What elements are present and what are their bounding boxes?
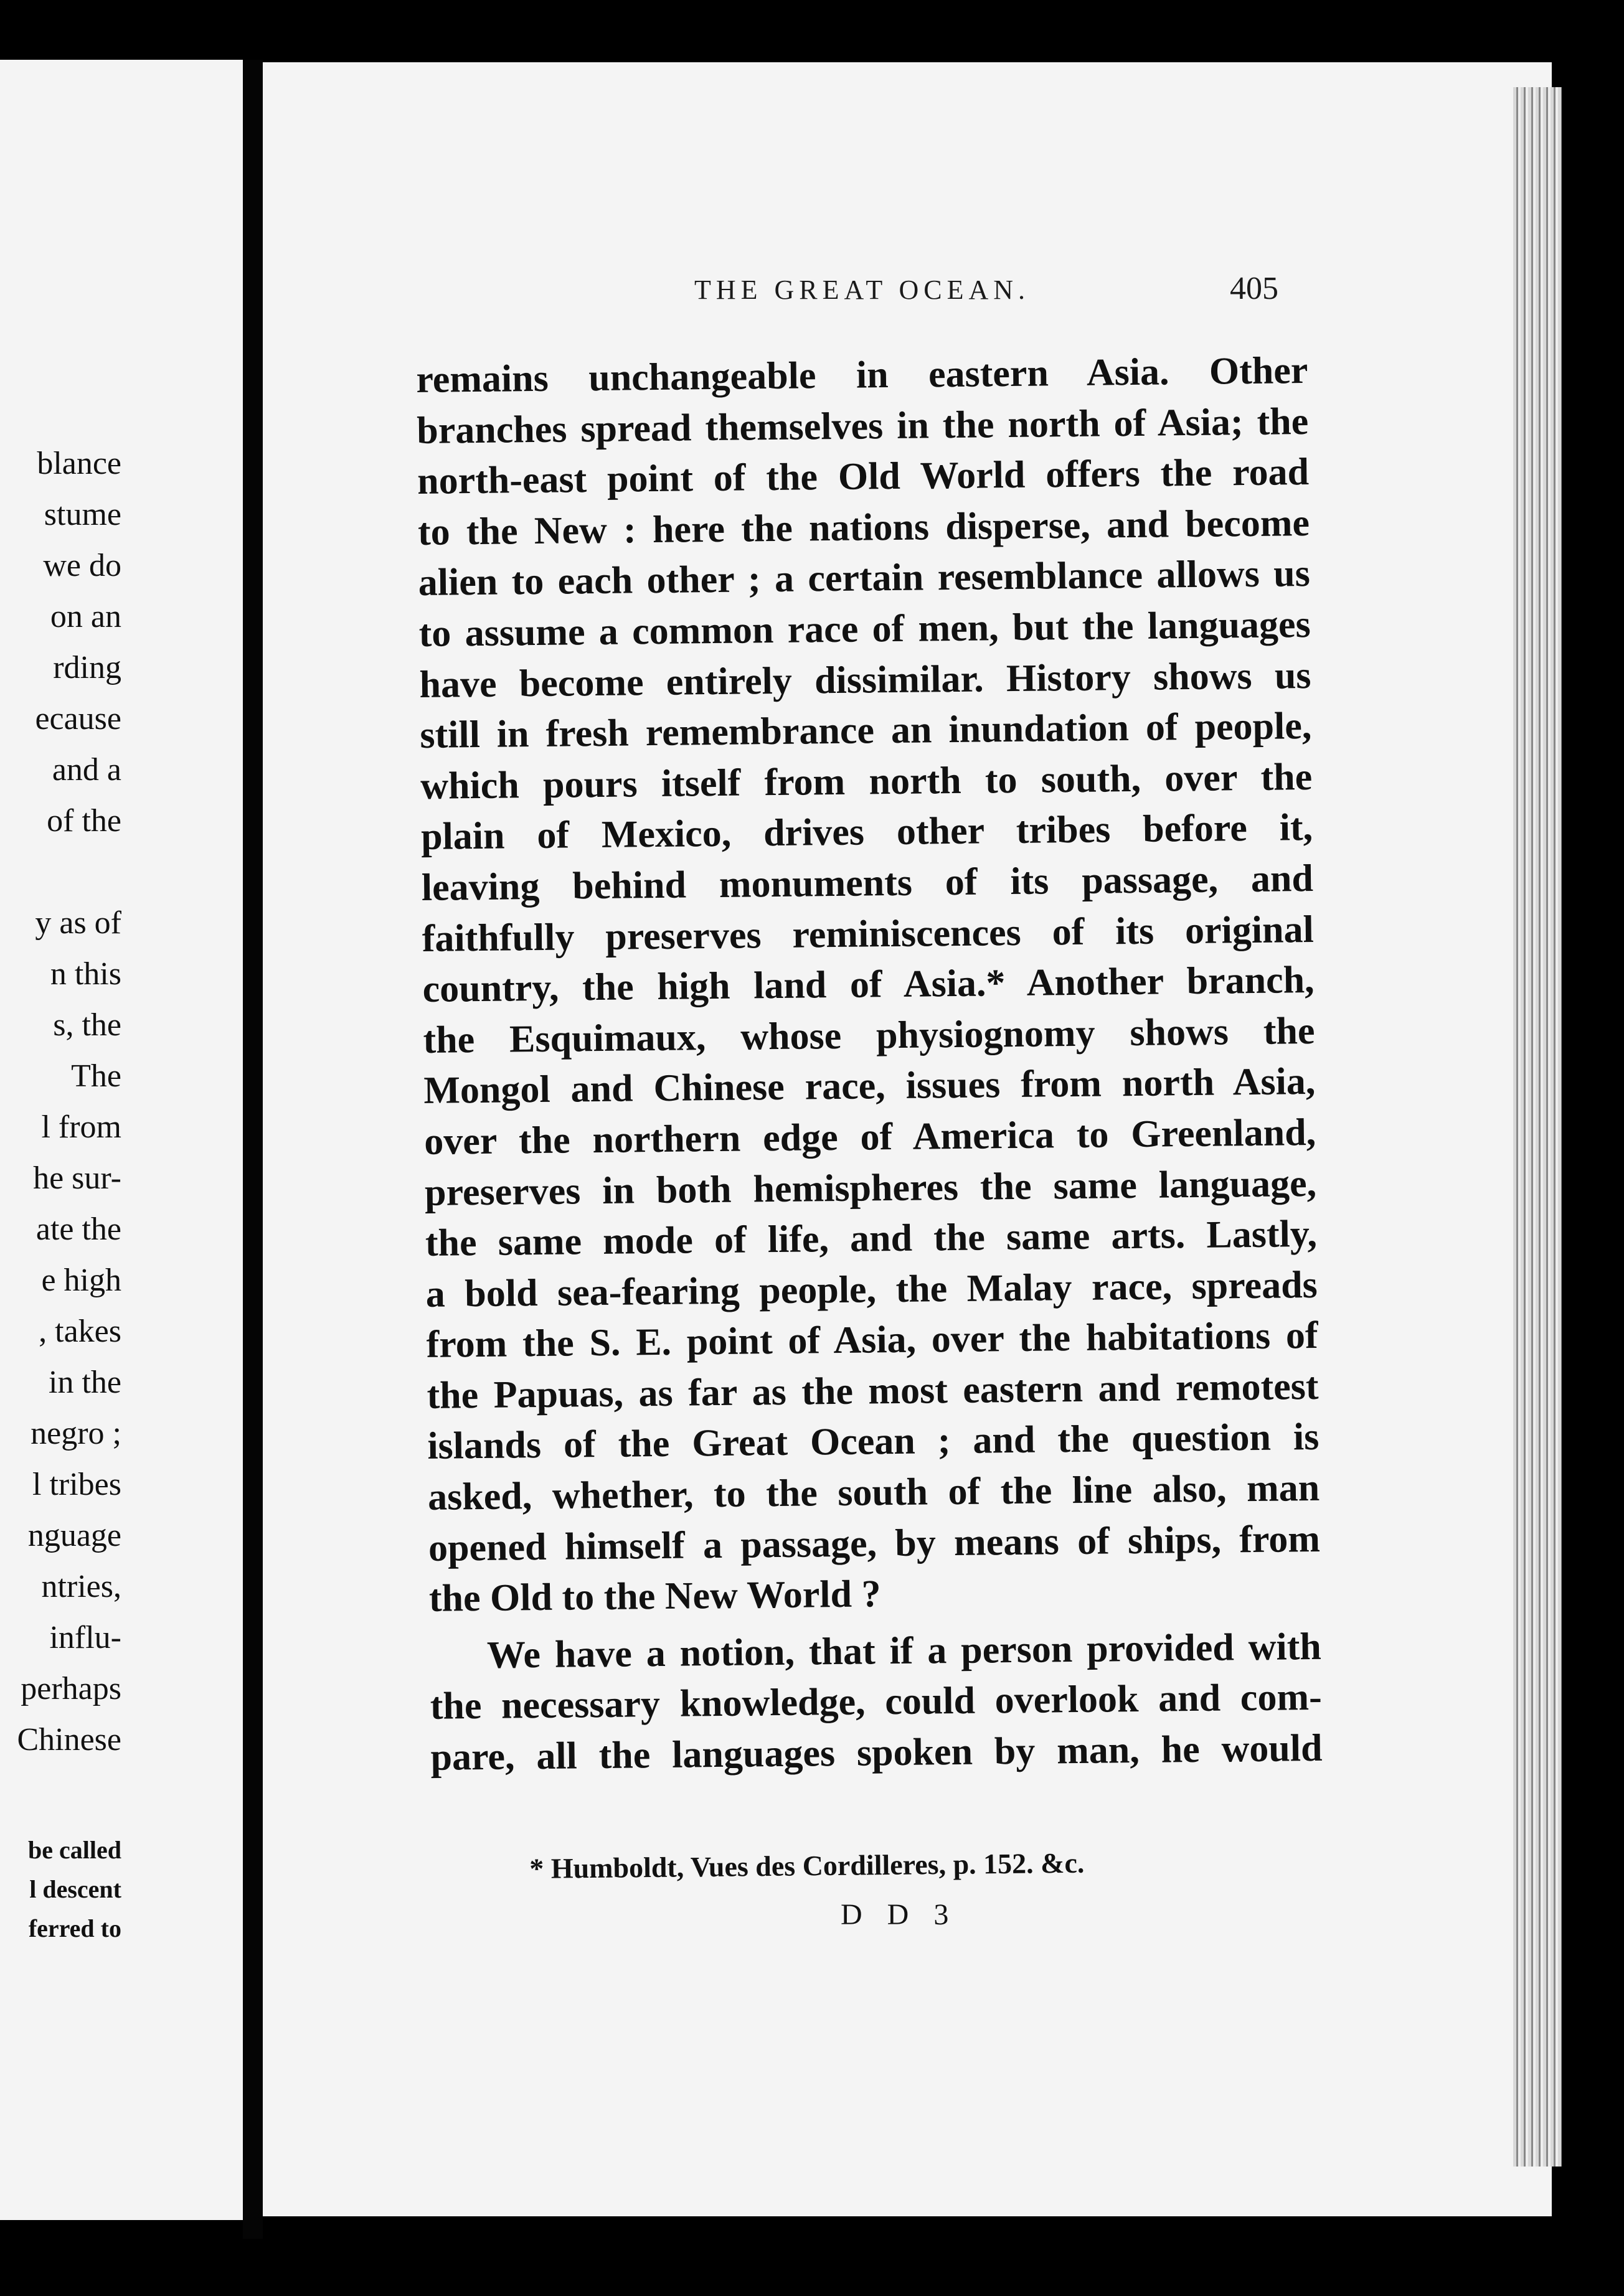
text-line: over the northern edge of America to Greenland, — [423, 1111, 1316, 1163]
facing-page-line: e high — [41, 1263, 121, 1298]
text-line: islands of the Great Ocean ; and the question is — [427, 1416, 1320, 1468]
facing-page-left — [0, 60, 243, 2220]
text-line: pare, all the languages spoken by man, he would — [430, 1726, 1323, 1779]
facing-page-line: ate the — [35, 1212, 121, 1247]
text-line: Mongol and Chinese race, issues from north Asia, — [423, 1060, 1316, 1113]
facing-page-line: we do — [43, 548, 121, 583]
text-line: to assume a common race of men, but the languages — [418, 603, 1311, 655]
text-line: still in fresh remembrance an inundation of people, — [420, 705, 1312, 757]
text-line: preserves in both hemispheres the same language, — [424, 1162, 1317, 1214]
signature-mark: D D 3 — [841, 1898, 958, 1931]
page-edge — [1513, 87, 1562, 2167]
facing-page-line: l tribes — [32, 1467, 121, 1502]
facing-page-line: The — [71, 1058, 121, 1094]
facing-page-note-line: be called — [28, 1836, 121, 1864]
facing-page-line: rding — [53, 650, 121, 685]
facing-page-line: negro ; — [31, 1416, 121, 1451]
text-line: asked, whether, to the south of the line also, man — [427, 1466, 1320, 1518]
text-line: branches spread themselves in the north of Asia; the — [416, 400, 1309, 452]
facing-page-line: perhaps — [21, 1671, 121, 1706]
paragraph — [429, 1622, 1322, 1784]
facing-page-line: influ- — [49, 1620, 121, 1655]
facing-page-line: and a — [52, 752, 121, 788]
facing-page-line: s, the — [53, 1007, 121, 1043]
facing-page-line: l from — [41, 1109, 121, 1145]
text-line: opened himself a passage, by means of ships, from — [428, 1517, 1321, 1569]
facing-page-line: , takes — [39, 1314, 121, 1349]
facing-page-line: in the — [49, 1365, 121, 1400]
facing-page-text — [0, 438, 121, 1766]
facing-page-line: Chinese — [17, 1722, 121, 1757]
text-line: the necessary knowledge, could overlook and com- — [430, 1676, 1323, 1728]
facing-page-line: he sur- — [33, 1160, 121, 1196]
text-line: from the S. E. point of Asia, over the habitations of — [426, 1314, 1318, 1367]
book-gutter — [243, 60, 263, 2239]
footnote: * Humboldt, Vues des Cordilleres, p. 152. &c. — [529, 1847, 1085, 1884]
facing-page-line: of the — [47, 803, 121, 839]
text-line: the Old to the New World ? — [428, 1573, 881, 1621]
facing-page-line: on an — [50, 599, 121, 634]
text-line: country, the high land of Asia.* Another branch, — [422, 959, 1315, 1011]
facing-page-line: blance — [37, 446, 121, 481]
text-line: faithfully preserves reminiscences of its original — [422, 908, 1315, 960]
text-line: have become entirely dissimilar. History shows us — [419, 654, 1311, 706]
facing-page-line — [0, 847, 121, 898]
text-line: alien to each other ; a certain resemblance allows us — [418, 552, 1311, 605]
text-line: a bold sea-fearing people, the Malay race, spreads — [425, 1263, 1318, 1315]
page-number: 405 — [1230, 271, 1278, 306]
text-line: to the New : here the nations disperse, and become — [417, 501, 1310, 553]
facing-page-line: n this — [50, 956, 121, 992]
text-line: leaving behind monuments of its passage, and — [421, 857, 1314, 909]
text-line: which pours itself from north to south, over the — [420, 755, 1313, 807]
facing-page-line: y as of — [35, 905, 121, 941]
body-text — [416, 346, 1323, 1783]
paragraph — [416, 346, 1321, 1625]
text-line: the Papuas, as far as the most eastern and remotest — [427, 1365, 1319, 1417]
running-title: THE GREAT OCEAN. — [694, 275, 1031, 305]
facing-page-note-line: l descent — [29, 1875, 121, 1903]
facing-page-line: ecause — [35, 701, 121, 736]
text-line: north-east point of the Old World offers the road — [417, 451, 1310, 503]
text-line: the same mode of life, and the same arts. Lastly, — [425, 1213, 1318, 1265]
facing-page-line: nguage — [27, 1518, 121, 1553]
facing-page-line: stume — [44, 497, 121, 532]
facing-page-line: ntries, — [41, 1569, 121, 1604]
facing-page-note-line: ferred to — [28, 1914, 121, 1942]
text-line: the Esquimaux, whose physiognomy shows the — [423, 1009, 1315, 1061]
text-line: plain of Mexico, drives other tribes before it, — [420, 806, 1313, 859]
text-line: remains unchangeable in eastern Asia. Other — [416, 349, 1308, 401]
text-line: We have a notion, that if a person provided with — [486, 1625, 1322, 1677]
facing-page-footnote — [0, 1830, 121, 1948]
